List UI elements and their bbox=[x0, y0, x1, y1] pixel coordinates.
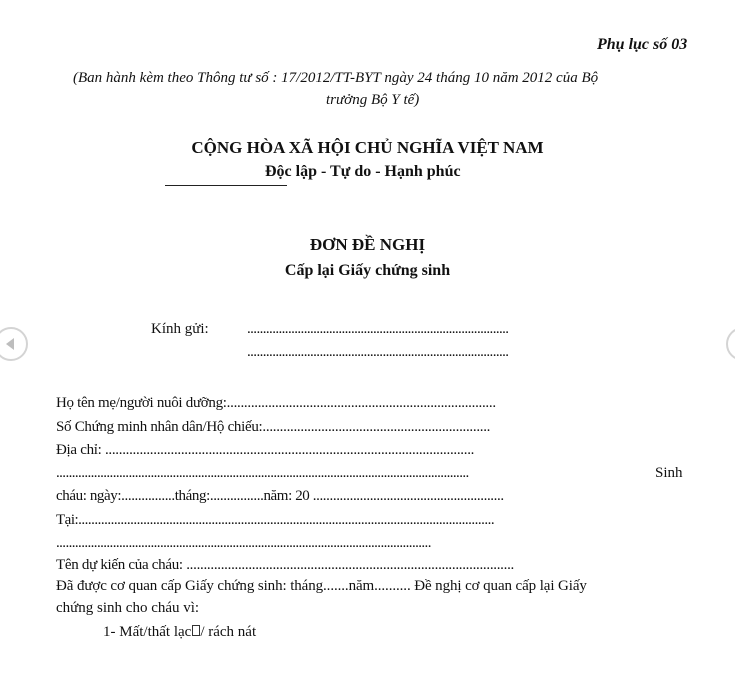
address-continuation: ................................................................................................................................... bbox=[56, 465, 469, 481]
born-label: Sinh bbox=[655, 465, 683, 481]
issued-by-line1: Đã được cơ quan cấp Giấy chứng sinh: tháng.......năm.......... Đề nghị cơ quan cấp lại Giấy bbox=[56, 578, 587, 594]
addressee-line-1: ................................................................................... bbox=[247, 321, 509, 337]
appendix-label: Phụ lục số 03 bbox=[597, 36, 688, 53]
addressee-label: Kính gửi: bbox=[151, 321, 209, 337]
reason-lost-torn bbox=[103, 624, 256, 641]
child-name-field: Tên dự kiến của cháu: ............................................................................................... bbox=[56, 557, 514, 573]
document-subtitle: Cấp lại Giấy chứng sinh bbox=[284, 262, 451, 279]
next-page-button[interactable] bbox=[726, 327, 735, 361]
issued-by-line2: chứng sinh cho cháu vì: bbox=[56, 600, 200, 616]
issued-note-line2: trưởng Bộ Y tế) bbox=[326, 92, 420, 108]
addressee-line-2: ................................................................................... bbox=[247, 344, 509, 360]
reason-lost-label: 1- Mất/thất lạc bbox=[103, 624, 192, 640]
reason-torn-label: / rách nát bbox=[200, 624, 257, 640]
chevron-left-icon bbox=[6, 338, 14, 350]
motto-underline bbox=[165, 185, 287, 186]
national-motto: Độc lập - Tự do - Hạnh phúc bbox=[265, 163, 461, 180]
address-field: Địa chỉ: ........................................................................................................... bbox=[56, 442, 475, 458]
id-number-field: Số Chứng minh nhân dân/Hộ chiếu:.................................................................. bbox=[56, 419, 491, 435]
country-name: CỘNG HÒA XÃ HỘI CHỦ NGHĨA VIỆT NAM bbox=[191, 138, 544, 157]
document-title: ĐƠN ĐỀ NGHỊ bbox=[309, 235, 426, 254]
birth-place-continuation: ....................................................................................................................... bbox=[56, 535, 431, 551]
mother-name-field: Họ tên mẹ/người nuôi dưỡng:.............................................................................. bbox=[56, 395, 496, 411]
issued-note-line1: (Ban hành kèm theo Thông tư số : 17/2012/TT-BYT ngày 24 tháng 10 năm 2012 của Bộ bbox=[73, 70, 599, 86]
birth-date-field: cháu: ngày:................tháng:................năm: 20 ......................................................... bbox=[56, 488, 504, 504]
birth-place-field: Tại:................................................................................................................................ bbox=[56, 512, 495, 528]
previous-page-button[interactable] bbox=[0, 327, 28, 361]
